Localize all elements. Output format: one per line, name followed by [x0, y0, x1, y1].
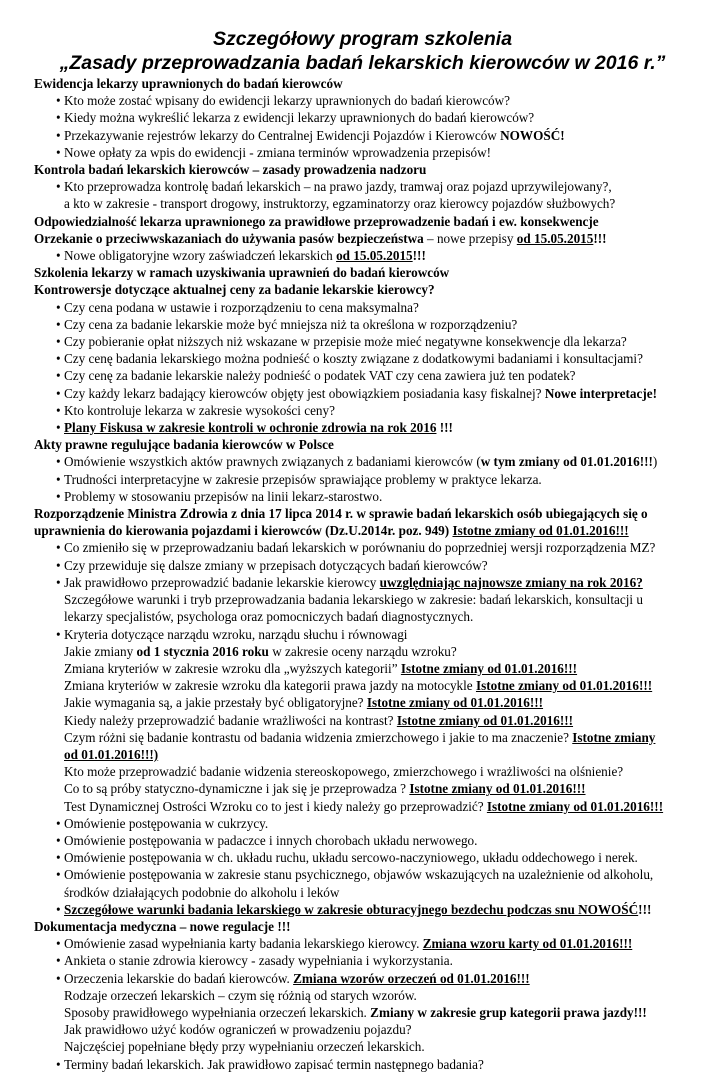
- title-line-2: „Zasady przeprowadzania badań lekarskich kierowców w 2016 r.”: [59, 52, 666, 74]
- list-item: [34, 350, 694, 367]
- list-item: [34, 539, 694, 556]
- bullet-list: [34, 92, 694, 161]
- text-run: Kiedy można wykreślić lekarza z ewidencji lekarzy uprawnionych do badań kierowców?: [64, 110, 535, 126]
- list-item-line: [64, 488, 694, 505]
- emphasis-text: Orzekanie o przeciwwskazaniach do używania pasów bezpieczeństwa: [34, 230, 424, 246]
- text-run: Test Dynamicznej Ostrości Wzroku co to jest i kiedy należy go przeprowadzić?: [64, 798, 487, 814]
- list-item: [34, 574, 694, 626]
- list-item-line: [64, 832, 694, 849]
- text-run: Sposoby prawidłowego wypełniania orzeczeń lekarskich.: [64, 1004, 371, 1020]
- list-item-line: [64, 144, 694, 161]
- list-item: [34, 367, 694, 384]
- list-item-line: [64, 763, 694, 780]
- text-run: Czy cena za badanie lekarskie może być mniejsza niż ta określona w rozporządzeniu?: [64, 316, 518, 332]
- list-item-line: [64, 746, 694, 763]
- list-item: [34, 453, 694, 470]
- list-item-line: [64, 677, 694, 694]
- list-item: [34, 849, 694, 866]
- list-item-line: [64, 608, 694, 625]
- list-item: [34, 901, 694, 918]
- section-heading: Ewidencja lekarzy uprawnionych do badań kierowców: [34, 76, 343, 91]
- text-run: Kto kontroluje lekarza w zakresie wysokości ceny?: [64, 402, 335, 418]
- list-item-line: [64, 299, 694, 316]
- list-item-line: [64, 866, 694, 883]
- list-item-line: [64, 178, 694, 195]
- section-heading: Kontrowersje dotyczące aktualnej ceny za badanie lekarskie kierowcy?: [34, 282, 435, 298]
- list-item-line: [64, 539, 694, 556]
- text-run: Szczegółowe warunki i tryb przeprowadzania badania lekarskiego w zakresie: badań lekarskich, konsultacji u: [64, 592, 643, 608]
- text-run: Co to są próby statyczno-dynamiczne i jak się je przeprowadza ?: [64, 781, 410, 797]
- paragraph: [34, 230, 694, 247]
- emphasis-underlined-text: Istotne zmiany od 01.01.2016!!!: [452, 523, 629, 539]
- list-item-line: [64, 419, 694, 436]
- list-item: [34, 626, 694, 815]
- list-item-line: [64, 109, 694, 126]
- text-run: Czy każdy lekarz badający kierowców objęty jest obowiązkiem posiadania kasy fiskalnej?: [64, 385, 545, 401]
- list-item: [34, 471, 694, 488]
- list-item-line: [64, 643, 694, 660]
- emphasis-text: w tym zmiany od 01.01.2016!!!: [480, 454, 653, 470]
- list-item-line: [64, 901, 694, 918]
- list-item-line: [64, 626, 694, 643]
- text-run: Czy pobieranie opłat niższych niż wskazane w przepisie może mieć negatywne konsekwencje dla lekarza?: [64, 334, 627, 350]
- section-heading: Dokumentacja medyczna – nowe regulacje !!!: [34, 918, 291, 934]
- text-run: Kiedy należy przeprowadzić badanie wrażliwości na kontrast?: [64, 712, 397, 728]
- list-item-line: [64, 987, 694, 1004]
- text-run: Nowe obligatoryjne wzory zaświadczeń lekarskich: [64, 248, 337, 264]
- emphasis-underlined-text: od 15.05.2015: [336, 248, 413, 264]
- title-line-1: Szczegółowy program szkolenia: [212, 28, 513, 50]
- list-item-line: [64, 453, 694, 470]
- text-run: Zmiana kryteriów w zakresie wzroku dla „wyższych kategorii”: [64, 660, 401, 676]
- list-item: [34, 316, 694, 333]
- bullet-list: [34, 178, 694, 212]
- section-heading: Rozporządzenie Ministra Zdrowia z dnia 17 lipca 2014 r. w sprawie badań lekarskich osób ubiegających się o: [34, 506, 648, 522]
- list-item-line: [64, 849, 694, 866]
- text-run: ): [652, 454, 658, 470]
- text-run: Czym różni się badanie kontrastu od badania widzenia zmierzchowego i jakie to ma znaczenie?: [64, 729, 573, 745]
- list-item-line: [64, 402, 694, 419]
- section-heading: Akty prawne regulujące badania kierowców w Polsce: [34, 437, 334, 453]
- emphasis-text: NOWOŚĆ!: [500, 127, 565, 143]
- emphasis-text: !!!: [436, 420, 453, 436]
- list-item-line: [64, 1038, 694, 1055]
- list-item-line: [64, 385, 694, 402]
- list-item: [34, 952, 694, 969]
- text-run: Terminy badań lekarskich. Jak prawidłowo zapisać termin następnego badania?: [64, 1056, 484, 1072]
- text-run: Omówienie postępowania w cukrzycy.: [64, 815, 269, 831]
- emphasis-text: !!!: [412, 248, 426, 264]
- list-item-line: [64, 1004, 694, 1021]
- bullet-list: [34, 935, 694, 1073]
- text-run: Trudności interpretacyjne w zakresie przepisów sprawiające problemy w praktyce lekarza.: [64, 471, 542, 487]
- list-item: [34, 935, 694, 952]
- emphasis-underlined-text: Plany Fiskusa w zakresie kontroli w ochronie zdrowia na rok 2016: [64, 420, 437, 436]
- emphasis-underlined-text: Zmiana wzorów orzeczeń od 01.01.2016!!!: [293, 970, 530, 986]
- text-run: w zakresie oceny narządu wzroku?: [268, 643, 457, 659]
- emphasis-underlined-text: od 01.01.2016!!!): [64, 746, 159, 762]
- list-item-line: [64, 574, 694, 591]
- section-heading: Kontrola badań lekarskich kierowców – zasady prowadzenia nadzoru: [34, 162, 427, 178]
- list-item-line: [64, 350, 694, 367]
- text-run: Przekazywanie rejestrów lekarzy do Centralnej Ewidencji Pojazdów i Kierowców: [64, 127, 501, 143]
- list-item: [34, 178, 694, 212]
- list-item-line: [64, 247, 694, 264]
- section-heading: Szkolenia lekarzy w ramach uzyskiwania uprawnień do badań kierowców: [34, 265, 450, 281]
- text-run: Problemy w stosowaniu przepisów na linii lekarz-starostwo.: [64, 488, 383, 504]
- list-item: [34, 333, 694, 350]
- text-run: Jak prawidłowo przeprowadzić badanie lekarskie kierowcy: [64, 574, 380, 590]
- text-run: Omówienie postępowania w zakresie stanu psychicznego, objawów wskazujących na uzależnienie od alkoholu,: [64, 867, 654, 883]
- text-run: Jakie zmiany: [64, 643, 137, 659]
- list-item: [34, 488, 694, 505]
- list-item: [34, 127, 694, 144]
- list-item-line: [64, 316, 694, 333]
- emphasis-text: Zmiany w zakresie grup kategorii prawa jazdy!!!: [370, 1004, 647, 1020]
- text-run: Zmiana kryteriów w zakresie wzroku dla kategorii prawa jazdy na motocykle: [64, 678, 476, 694]
- emphasis-underlined-text: Istotne zmiany od 01.01.2016!!!: [400, 660, 578, 676]
- text-run: Czy cenę badania lekarskiego można podnieść o koszty związane z dodatkowymi badaniami i konsultacjami?: [64, 351, 643, 367]
- list-item-line: [64, 333, 694, 350]
- emphasis-underlined-text: Istotne zmiany: [572, 729, 656, 745]
- text-run: środków działających podobnie do alkoholu i leków: [64, 884, 340, 900]
- list-item-line: [64, 729, 694, 746]
- list-item-line: [64, 660, 694, 677]
- text-run: – nowe przepisy: [423, 230, 517, 246]
- text-run: Kto może przeprowadzić badanie widzenia stereoskopowego, zmierzchowego i wrażliwości na olśnienie?: [64, 764, 624, 780]
- text-run: Najczęściej popełniane błędy przy wypełnianiu orzeczeń lekarskich.: [64, 1039, 425, 1055]
- list-item-line: [64, 798, 694, 815]
- text-run: Omówienie wszystkich aktów prawnych związanych z badaniami kierowców (: [64, 454, 481, 470]
- list-item: [34, 109, 694, 126]
- list-item-line: [64, 935, 694, 952]
- text-run: Czy przewiduje się dalsze zmiany w przepisach dotyczących badań kierowców?: [64, 557, 488, 573]
- text-run: Omówienie postępowania w ch. układu ruchu, układu sercowo-naczyniowego, układu oddechowego i nerek.: [64, 850, 638, 866]
- list-item-line: [64, 557, 694, 574]
- section-heading: Odpowiedzialność lekarza uprawnionego za prawidłowe przeprowadzenie badań i ew. konsekwencje: [34, 213, 599, 229]
- text-run: Co zmieniło się w przeprowadzaniu badań lekarskich w porównaniu do poprzedniej wersji rozporządzenia MZ?: [64, 540, 656, 556]
- bullet-list: [34, 453, 694, 505]
- text-run: Kryteria dotyczące narządu wzroku, narządu słuchu i równowagi: [64, 626, 408, 642]
- list-item: [34, 832, 694, 849]
- list-item-line: [64, 367, 694, 384]
- list-item-line: [64, 815, 694, 832]
- list-item: [34, 419, 694, 436]
- document-title: [0, 0, 725, 75]
- emphasis-underlined-text: Istotne zmiany od 01.01.2016!!!: [396, 712, 574, 728]
- text-run: Jak prawidłowo użyć kodów ograniczeń w prowadzeniu pojazdu?: [64, 1022, 412, 1038]
- list-item: [34, 815, 694, 832]
- list-item: [34, 385, 694, 402]
- emphasis-text: uprawnienia do kierowania pojazdami i kierowców (Dz.U.2014r. poz. 949): [34, 523, 453, 539]
- emphasis-underlined-text: Istotne zmiany od 01.01.2016!!!: [475, 678, 653, 694]
- emphasis-underlined-text: od 15.05.2015: [516, 230, 594, 246]
- list-item-line: [64, 471, 694, 488]
- emphasis-underlined-text: Istotne zmiany od 01.01.2016!!!: [366, 695, 544, 711]
- list-item-line: [64, 1056, 694, 1073]
- list-item-line: [64, 970, 694, 987]
- text-run: Kto może zostać wpisany do ewidencji lekarzy uprawnionych do badań kierowców?: [64, 93, 511, 109]
- list-item-line: [64, 884, 694, 901]
- text-run: Omówienie zasad wypełniania karty badania lekarskiego kierowcy.: [64, 936, 423, 952]
- emphasis-underlined-text: uwzględniając najnowsze zmiany na rok 2016?: [379, 574, 643, 590]
- emphasis-text: od 1 stycznia 2016 roku: [136, 643, 269, 659]
- bullet-list: [34, 299, 694, 437]
- text-run: Omówienie postępowania w padaczce i innych chorobach układu nerwowego.: [64, 832, 478, 848]
- list-item-line: [64, 92, 694, 109]
- list-item: [34, 299, 694, 316]
- list-item: [34, 1056, 694, 1073]
- paragraph: [34, 522, 694, 539]
- list-item-line: [64, 127, 694, 144]
- text-run: lekarzy specjalistów, psychologa oraz pomocniczych badań diagnostycznych.: [64, 609, 474, 625]
- text-run: Jakie wymagania są, a jakie przestały być obligatoryjne?: [64, 695, 367, 711]
- list-item: [34, 557, 694, 574]
- list-item: [34, 92, 694, 109]
- emphasis-underlined-text: Istotne zmiany od 01.01.2016!!!: [486, 798, 664, 814]
- program-content: [0, 75, 694, 1073]
- list-item-line: [64, 195, 694, 212]
- list-item: [34, 866, 694, 900]
- list-item: [34, 144, 694, 161]
- list-item-line: [64, 591, 694, 608]
- emphasis-underlined-text: Szczegółowe warunki badania lekarskiego w zakresie obturacyjnego bezdechu podczas snu NOWOŚĆ: [64, 901, 639, 917]
- text-run: Orzeczenia lekarskie do badań kierowców.: [64, 970, 294, 986]
- text-run: Czy cenę za badanie lekarskie należy podnieść o podatek VAT czy cena zawiera już ten podatek?: [64, 368, 576, 384]
- emphasis-text: !!!: [593, 230, 607, 246]
- list-item: [34, 247, 694, 264]
- emphasis-underlined-text: Istotne zmiany od 01.01.2016!!!: [409, 781, 586, 797]
- list-item-line: [64, 694, 694, 711]
- bullet-list: [34, 247, 694, 264]
- emphasis-text: Nowe interpretacje!: [544, 385, 657, 401]
- text-run: Kto przeprowadza kontrolę badań lekarskich – na prawo jazdy, tramwaj oraz pojazd uprzywilejowany?,: [64, 179, 612, 195]
- list-item-line: [64, 952, 694, 969]
- list-item-line: [64, 712, 694, 729]
- list-item: [34, 402, 694, 419]
- bullet-list: [34, 539, 694, 917]
- emphasis-text: !!!: [638, 901, 652, 917]
- text-run: Ankieta o stanie zdrowia kierowcy - zasady wypełniania i wykorzystania.: [64, 953, 453, 969]
- text-run: Rodzaje orzeczeń lekarskich – czym się różnią od starych wzorów.: [64, 987, 417, 1003]
- emphasis-underlined-text: Zmiana wzoru karty od 01.01.2016!!!: [422, 936, 633, 952]
- text-run: Czy cena podana w ustawie i rozporządzeniu to cena maksymalna?: [64, 299, 419, 315]
- text-run: Nowe opłaty za wpis do ewidencji - zmiana terminów wprowadzenia przepisów!: [64, 144, 491, 160]
- list-item: [34, 970, 694, 1056]
- text-run: a kto w zakresie - transport drogowy, instruktorzy, egzaminatorzy oraz kierowcy pojazdów służbowych?: [64, 196, 616, 212]
- list-item-line: [64, 780, 694, 797]
